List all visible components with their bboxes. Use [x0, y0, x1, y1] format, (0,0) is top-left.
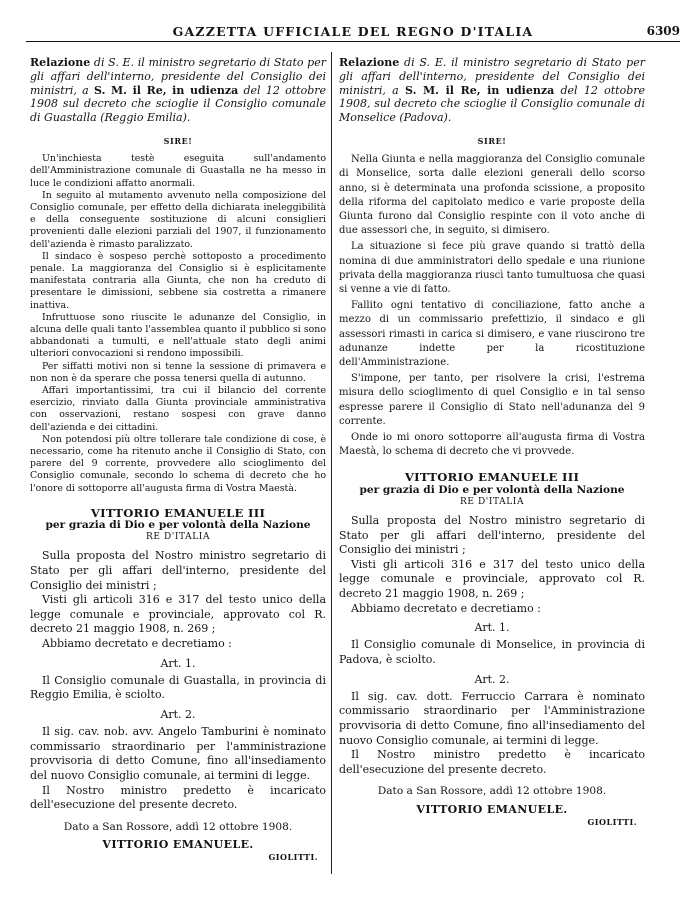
relazione-label: Relazione: [30, 56, 91, 69]
article-heading: Art. 1.: [474, 621, 510, 635]
relazione-king: S. M. il Re, in udienza: [405, 83, 555, 97]
report-paragraph: Infruttuose sono riuscite le adunanze del Consiglio, in alcuna delle quali tanto l'assemblea quanto il pubblico si sono abbandonati a tumulti, e nell'attuale stato degli animi ulteriori convocazioni si rendono impossibili.: [30, 311, 326, 360]
decree-paragraph: Abbiamo decretato e decretiamo :: [351, 601, 541, 615]
report-paragraph: Non potendosi più oltre tollerare tale condizione di cose, è necessario, come ha ritenuto anche il Consiglio di Stato, con parere del 9 corrente, provvedere allo scioglimento del Consiglio comunale, secondo lo schema di decreto che ho l'onore di sottoporre all'augusta firma di Vostra Maestà.: [30, 433, 326, 494]
report-body: [30, 153, 326, 495]
page-header: [26, 10, 680, 44]
report-paragraph: Onde io mi onoro sottoporre all'augusta firma di Vostra Maestà, lo schema di decreto che vi provvede.: [339, 432, 645, 458]
newspaper-title: GAZZETTA UFFICIALE DEL REGNO D'ITALIA: [172, 24, 534, 39]
minister-signature: GIOLITTI.: [268, 852, 318, 863]
decree-date: Dato a San Rossore, addì 12 ottobre 1908.: [63, 820, 293, 833]
king-title: RE D'ITALIA: [145, 532, 211, 543]
king-grace: per grazia di Dio e per volontà della Nazione: [45, 519, 311, 532]
report-paragraph: Nella Giunta e nella maggioranza del Consiglio comunale di Monselice, sorta dalle elezioni generali dello scorso anno, si è determinata una profonda scissione, a proposito della riforma del capitolato medico e varie proposte della Giunta furono dal Consiglio respinte con il voto anche di due assessori che, in seguito, si dimisero.: [339, 154, 645, 237]
article-text: Il Nostro ministro predetto è incaricato dell'esecuzione del presente decreto.: [339, 748, 645, 776]
relazione-king: S. M. il Re, in udienza: [94, 83, 239, 97]
relazione-text: di S. E. il ministro segretario di Stato per gli affari dell'interno, presidente del Consiglio dei ministri, a: [30, 56, 326, 97]
relazione-label: Relazione: [339, 56, 400, 69]
article-text: Il Nostro ministro predetto è incaricato dell'esecuzione del presente decreto.: [30, 783, 326, 812]
minister-signature: GIOLITTI.: [587, 816, 637, 827]
report-paragraph: Il sindaco è sospeso perchè sottoposto a procedimento penale. La maggioranza del Consiglio si è esplicitamente manifestata contraria alla Giunta, che non ha creduto di presentare le dimissioni, sebbene sia costretta a rimanere inattiva.: [30, 250, 326, 311]
king-signature: VITTORIO EMANUELE.: [416, 802, 568, 816]
decree-paragraph: Visti gli articoli 316 e 317 del testo unico della legge comunale e provinciale, approvato col R. decreto 21 maggio 1908, n. 269 ;: [30, 593, 326, 636]
relazione-text-end: del 12 ottobre 1908 sul decreto che scioglie il Consiglio comunale di Guastalla (Reggio Emilia).: [30, 83, 326, 125]
report-paragraph: In seguito al mutamento avvenuto nella composizione del Consiglio comunale, per effetto della dichiarata ineleggibilità e della conseguente sostituzione di alcuni consiglieri provenienti dalle elezioni parziali del 1907, il funzionamento dell'azienda è rimasto paralizzato.: [30, 189, 326, 250]
left-column: [30, 56, 326, 863]
right-column: [339, 56, 645, 828]
article-text: Il sig. cav. nob. avv. Angelo Tamburini è nominato commissario straordinario per l'amministrazione provvisoria di detto Comune, fino all'insediamento del nuovo Consiglio comunale, ai termini di legge.: [30, 725, 326, 783]
relazione-title: [30, 56, 326, 125]
king-name: VITTORIO EMANUELE III: [90, 505, 266, 520]
decree-date: Dato a San Rossore, addì 12 ottobre 1908.: [377, 785, 607, 798]
relazione-text-end: del 12 ottobre 1908, sul decreto che scioglie il Consiglio comunale di Monselice (Padova).: [339, 83, 645, 125]
decree-paragraph: Sulla proposta del Nostro ministro segretario di Stato per gli affari dell'interno, presidente del Consiglio dei ministri ;: [339, 514, 645, 557]
report-paragraph: Per siffatti motivi non si tenne la sessione di primavera e non non è da sperare che possa tenersi quella di autunno.: [30, 360, 326, 384]
article-heading: Art. 1.: [160, 656, 196, 670]
king-signature: VITTORIO EMANUELE.: [102, 838, 254, 851]
article-text: Il Consiglio comunale di Monselice, in provincia di Padova, è sciolto.: [339, 638, 645, 667]
sire-salutation: SIRE!: [477, 135, 507, 146]
column-divider: [331, 52, 332, 874]
report-paragraph: S'impone, per tanto, per risolvere la crisi, l'estrema misura dello scioglimento di quel Consiglio e in tal senso espresse parere il Consiglio di Stato nell'adunanza del 9 corrente.: [339, 373, 645, 427]
header-rule: [26, 41, 680, 42]
article-heading: Art. 2.: [474, 672, 510, 686]
sire-salutation: SIRE!: [163, 135, 193, 146]
king-grace: per grazia di Dio e per volontà della Nazione: [359, 483, 625, 496]
decree-paragraph: Visti gli articoli 316 e 317 del testo unico della legge comunale e provinciale, approvato col R. decreto 21 maggio 1908, n. 269 ;: [339, 557, 645, 601]
article-heading: Art. 2.: [160, 708, 196, 722]
report-paragraph: La situazione si fece più grave quando si trattò della nomina di due amministratori dello spedale e una riunione privata della maggioranza riuscì tanto tumultuosa che quasi si venne a vie di fatto.: [339, 241, 645, 296]
decree-paragraph: Sulla proposta del Nostro ministro segretario di Stato per gli affari dell'interno, presidente del Consiglio dei ministri ;: [30, 549, 326, 592]
page-number: 6309: [646, 24, 680, 38]
king-name: VITTORIO EMANUELE III: [404, 470, 580, 485]
report-paragraph: Un'inchiesta testè eseguita sull'andamento dell'Amministrazione comunale di Guastalla ne ha messo in luce le condizioni affatto anormali.: [30, 153, 326, 189]
report-body: [339, 153, 645, 459]
report-paragraph: Affari importantissimi, tra cui il bilancio del corrente esercizio, rinviato dalla Giunta provinciale amministrativa con osservazioni, restano sospesi con grave danno dell'azienda e dei cittadini.: [30, 385, 326, 433]
relazione-title: [339, 56, 645, 125]
king-title: RE D'ITALIA: [459, 496, 525, 507]
article-text: Il Consiglio comunale di Guastalla, in provincia di Reggio Emilia, è sciolto.: [30, 673, 326, 702]
article-text: Il sig. cav. dott. Ferruccio Carrara è nominato commissario straordinario per l'Amministrazione provvisoria di detto Comune, fino all'insediamento del nuovo Consiglio comunale, ai termini di legge.: [339, 689, 645, 747]
decree-paragraph: Abbiamo decretato e decretiamo :: [42, 637, 232, 651]
report-paragraph: Fallito ogni tentativo di conciliazione, fatto anche a mezzo di un commissario prefettizio, il sindaco e gli assessori rimasti in carica si dimisero, e vane riuscirono tre adunanze indette per la ricostituzione dell'Amministrazione.: [339, 300, 645, 369]
relazione-text: di S. E. il ministro segretario di Stato per gli affari dell'interno, presidente del Consiglio dei ministri, a: [339, 56, 645, 97]
